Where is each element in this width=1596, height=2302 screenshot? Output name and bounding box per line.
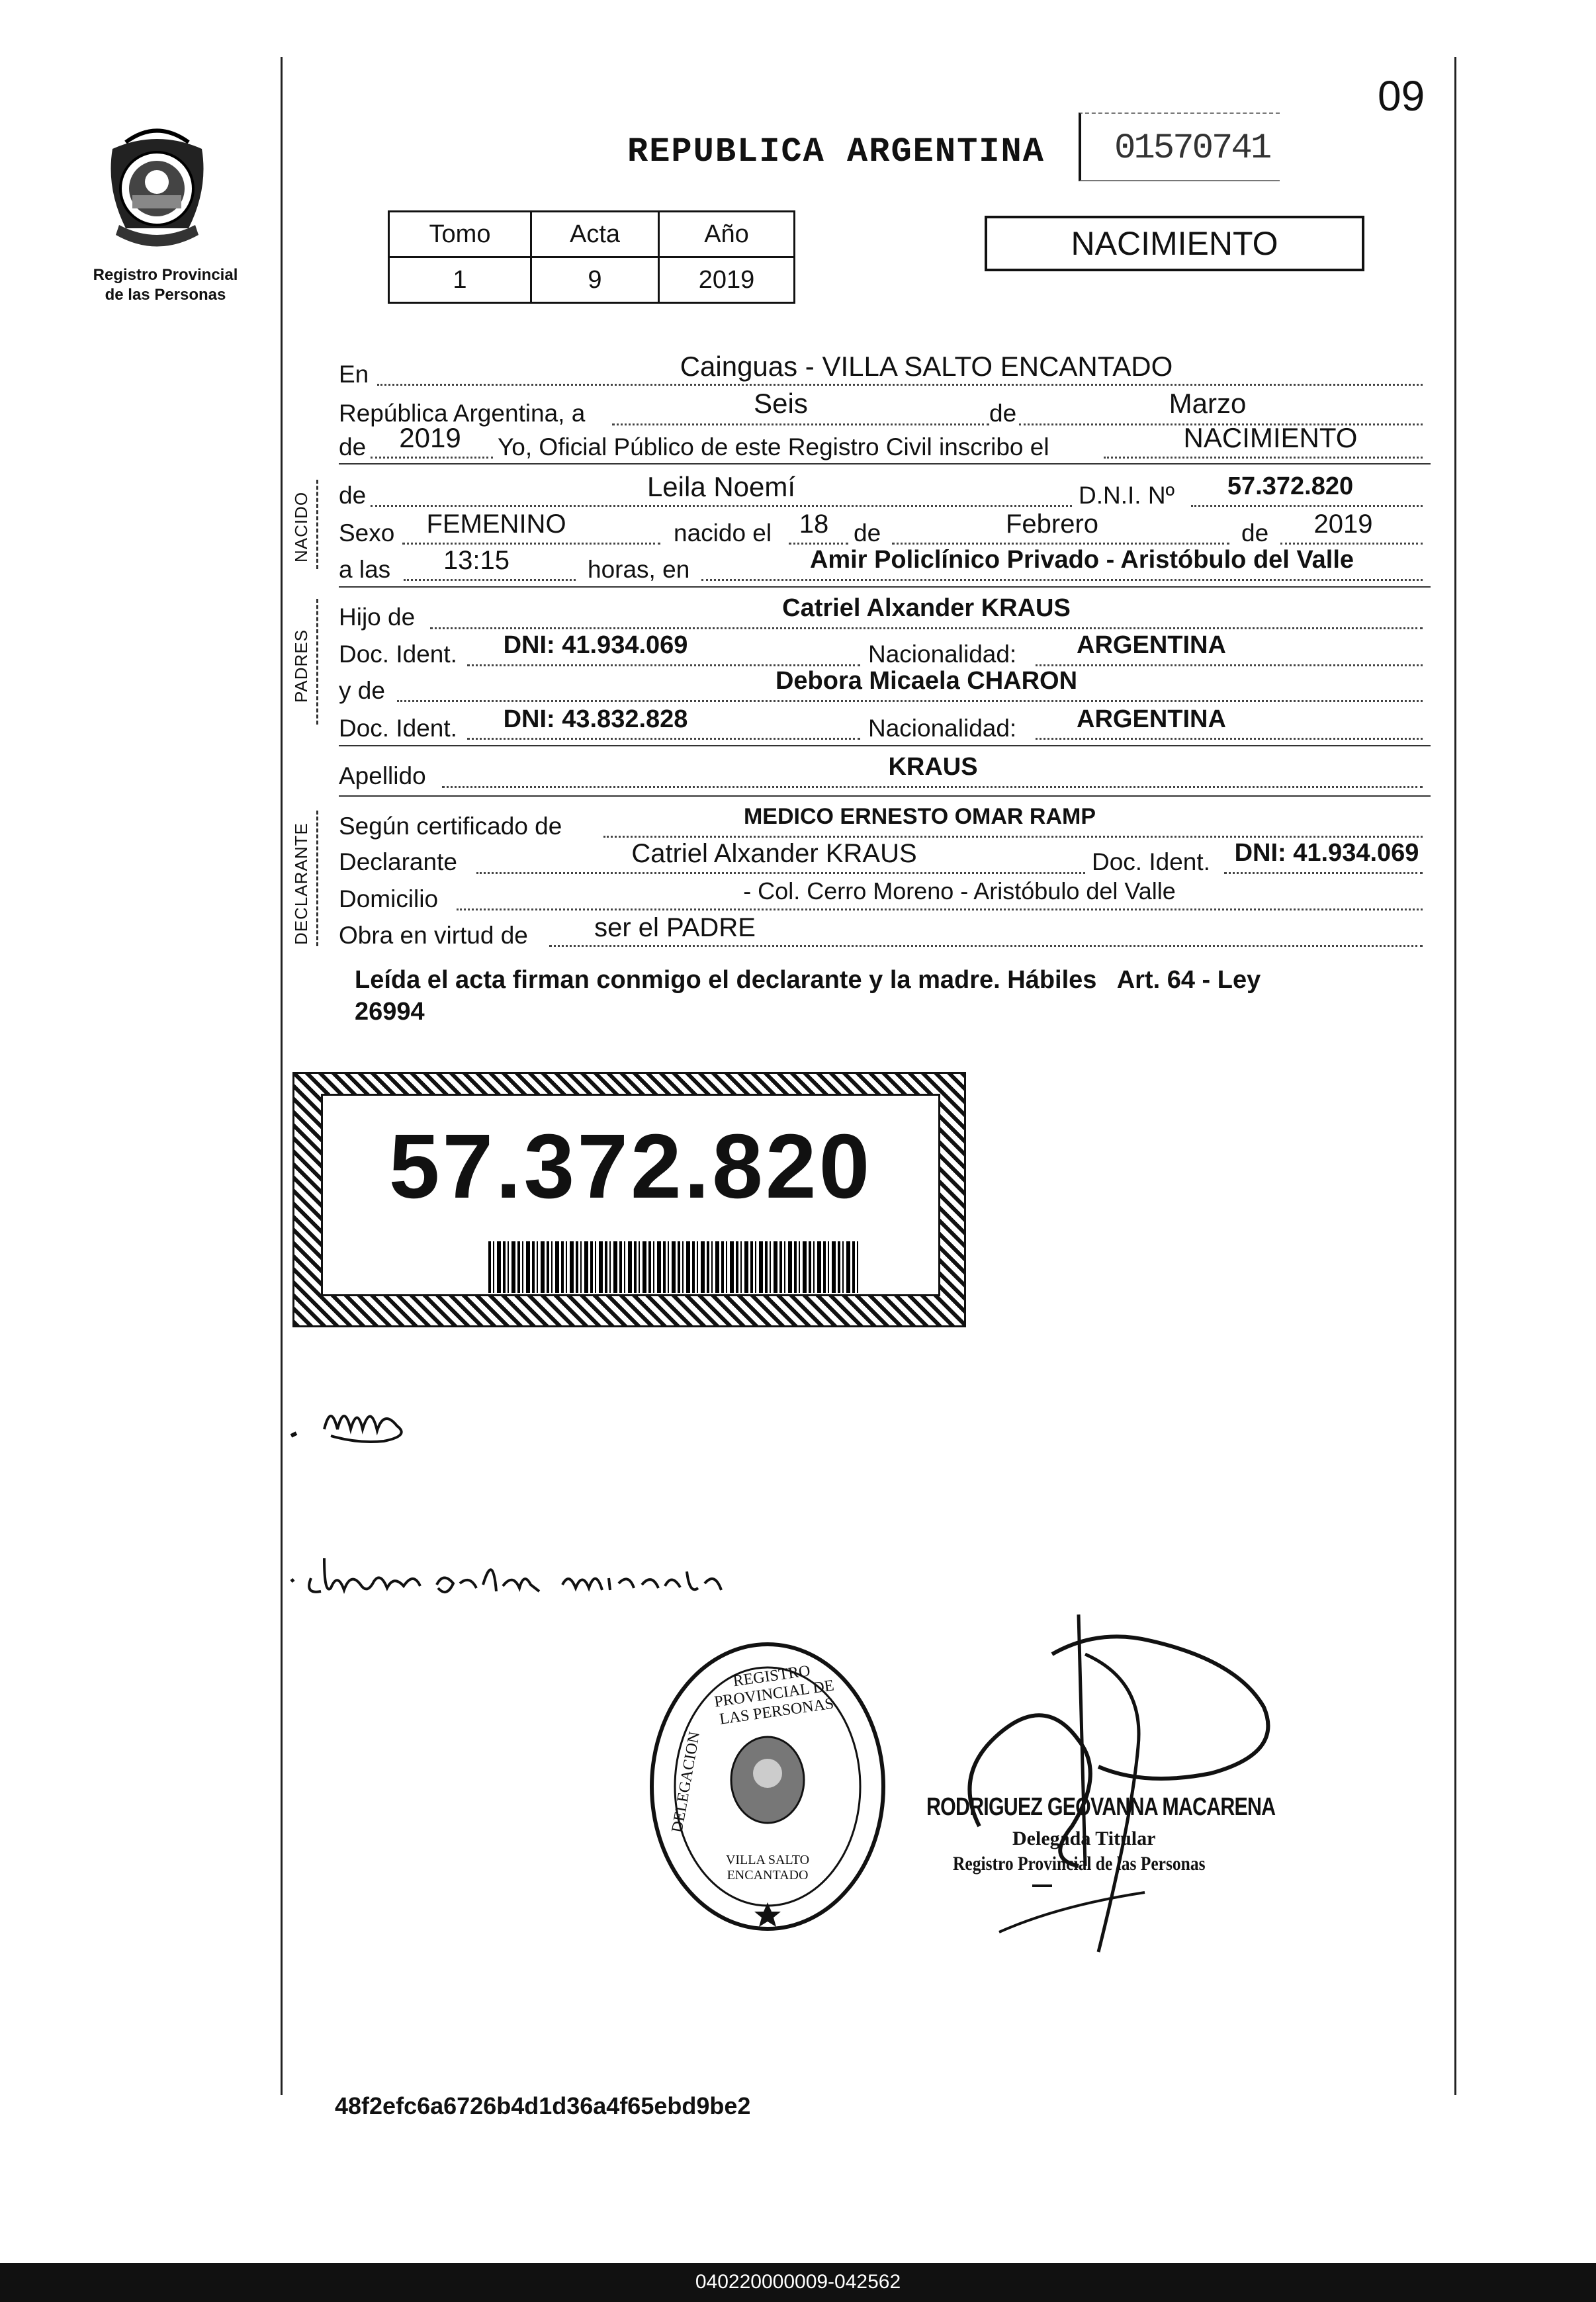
footer-code: 040220000009-042562 — [695, 2271, 901, 2293]
child-name: Leila Noemí — [646, 471, 796, 502]
a-las-label: a las — [339, 556, 391, 583]
birth-time: 13:15 — [443, 546, 510, 575]
place-value: Cainguas - VILLA SALTO ENCANTADO — [680, 351, 1173, 382]
decl-doc-dots — [1224, 872, 1423, 874]
father-doc-dots — [467, 664, 860, 666]
left-margin-line — [281, 57, 283, 2095]
acta-header: Acta — [531, 212, 659, 257]
mother-name: Debora Micaela CHARON — [775, 667, 1078, 695]
seal-inner-text: VILLA SALTO ENCANTADO — [725, 1853, 810, 1882]
id-number: 57.372.820 — [388, 1116, 873, 1217]
serial-number — [1079, 112, 1280, 181]
sexo-label: Sexo — [339, 519, 395, 547]
tomo-value: 1 — [389, 257, 531, 303]
padres-underline — [339, 745, 1431, 746]
father-nat: ARGENTINA — [1077, 631, 1226, 659]
de-label-3: de — [1241, 519, 1269, 547]
father-name: Catriel Alxander KRAUS — [782, 594, 1071, 622]
tomo-header: Tomo — [389, 212, 531, 257]
id-inner-panel — [321, 1094, 940, 1296]
acta-value: 9 — [531, 257, 659, 303]
mother-nat-dots — [1036, 738, 1423, 740]
apellido-dots — [442, 786, 1423, 788]
month-born-dots — [892, 543, 1229, 545]
mother-doc-label: Doc. Ident. — [339, 715, 457, 742]
id-security-box — [292, 1072, 966, 1327]
declarante-section-bar — [316, 811, 320, 946]
apellido-label: Apellido — [339, 762, 426, 789]
year-value: 2019 — [399, 422, 461, 453]
logo-caption-1: Registro Provincial — [93, 266, 238, 284]
republic-label: República Argentina, a — [339, 400, 586, 427]
birth-month: Febrero — [1005, 509, 1099, 539]
y-de-label: y de — [339, 677, 385, 704]
closing-line-2: 26994 — [355, 998, 425, 1026]
sexo-dots — [402, 543, 660, 545]
father-nat-dots — [1036, 664, 1423, 666]
sexo-value: FEMENINO — [426, 509, 566, 539]
volume-table — [388, 210, 795, 304]
official-org: Registro Provincial de las Personas — [953, 1853, 1206, 1875]
ano-value: 2019 — [659, 257, 795, 303]
record-type-box: NACIMIENTO — [985, 216, 1364, 271]
declarante-label: DECLARANTE — [291, 822, 311, 945]
page-number: 09 — [1378, 72, 1425, 120]
declarant-signature — [285, 1390, 437, 1459]
id-barcode — [488, 1241, 859, 1293]
dni-dots — [1191, 505, 1423, 507]
hijo-label: Hijo de — [339, 603, 416, 631]
nacido-de-label: de — [339, 482, 367, 509]
apellido-underline — [339, 795, 1431, 797]
province-seal-logo — [86, 116, 228, 258]
dom-label: Domicilio — [339, 885, 439, 912]
obra-dots — [549, 945, 1423, 947]
year-dots — [371, 457, 493, 459]
birth-place: Amir Policlínico Privado - Aristóbulo del Valle — [809, 546, 1354, 574]
decl-doc-label: Doc. Ident. — [1092, 848, 1210, 875]
apellido-value: KRAUS — [888, 753, 978, 781]
child-dni: 57.372.820 — [1227, 472, 1354, 500]
place-born-dots — [701, 579, 1423, 581]
logo-caption-2: de las Personas — [105, 286, 226, 304]
nacido-label: NACIDO — [291, 491, 311, 562]
day-born-dots — [789, 543, 848, 545]
official-name: RODRIGUEZ GEOVANNA MACARENA — [926, 1793, 1276, 1821]
footer-bar — [0, 2263, 1596, 2302]
seal-outer-text: REGISTRO PROVINCIAL DE LAS PERSONAS — [713, 1662, 836, 1728]
month-value: Marzo — [1169, 388, 1247, 419]
father-doc-label: Doc. Ident. — [339, 641, 457, 668]
birth-day: 18 — [799, 509, 829, 539]
mother-nat-label: Nacionalidad: — [868, 715, 1017, 742]
time-dots — [404, 579, 576, 581]
cert-label: Según certificado de — [339, 813, 562, 840]
en-dots — [377, 384, 1423, 386]
father-nat-label: Nacionalidad: — [868, 641, 1017, 668]
cert-dots — [603, 836, 1423, 838]
de-label-month: de — [989, 400, 1017, 427]
year-born-dots — [1280, 543, 1423, 545]
closing-line-1: Leída el acta firman conmigo el declarante y la madre. Hábiles Art. 64 - Ley — [355, 966, 1261, 994]
day-value: Seis — [754, 388, 808, 419]
father-doc: DNI: 41.934.069 — [503, 631, 688, 659]
father-dots — [430, 627, 1423, 629]
event-dots — [1104, 457, 1423, 459]
dni-label: D.N.I. Nº — [1079, 482, 1175, 509]
ano-header: Año — [659, 212, 795, 257]
document-title: REPUBLICA ARGENTINA — [627, 132, 1045, 171]
padres-section-bar — [316, 599, 320, 725]
seal-left-text: DELEGACION — [668, 1730, 704, 1834]
padres-label: PADRES — [291, 629, 311, 703]
official-round-seal — [648, 1641, 887, 1932]
year-prefix: de — [339, 433, 367, 461]
serial-number-text: 01570741 — [1114, 128, 1270, 169]
nacido-section-bar — [316, 480, 320, 569]
horas-label: horas, en — [588, 556, 690, 583]
obra-value: ser el PADRE — [594, 913, 756, 942]
en-label: En — [339, 361, 369, 388]
mother-nat: ARGENTINA — [1077, 705, 1226, 733]
mother-dots — [397, 700, 1423, 702]
birth-year: 2019 — [1313, 509, 1373, 539]
mother-doc-dots — [467, 738, 860, 740]
decl-dots — [476, 872, 1085, 874]
right-margin-line — [1454, 57, 1456, 2095]
nacido-underline — [339, 586, 1431, 588]
mother-doc: DNI: 43.832.828 — [503, 705, 688, 733]
day-dots — [612, 423, 989, 425]
obra-label: Obra en virtud de — [339, 922, 528, 949]
decl-name: Catriel Alxander KRAUS — [631, 839, 917, 868]
document-hash: 48f2efc6a6726b4d1d36a4f65ebd9be2 — [335, 2092, 751, 2119]
domicilio-value: - Col. Cerro Moreno - Aristóbulo del Valle — [743, 877, 1176, 905]
nacido-el-label: nacido el — [674, 519, 772, 547]
de-label-2: de — [854, 519, 881, 547]
oficial-text: Yo, Oficial Público de este Registro Civil inscribo el — [498, 433, 1049, 461]
intro-underline — [339, 463, 1431, 465]
dom-dots — [457, 908, 1423, 910]
cert-value: MEDICO ERNESTO OMAR RAMP — [743, 804, 1096, 829]
event-value: NACIMIENTO — [1183, 422, 1358, 453]
official-title: Delegada Titular — [1012, 1828, 1156, 1849]
name-dots — [371, 505, 1072, 507]
official-signature — [926, 1575, 1323, 1975]
mother-signature — [285, 1532, 761, 1634]
decl-doc: DNI: 41.934.069 — [1234, 839, 1419, 867]
decl-label: Declarante — [339, 848, 457, 875]
